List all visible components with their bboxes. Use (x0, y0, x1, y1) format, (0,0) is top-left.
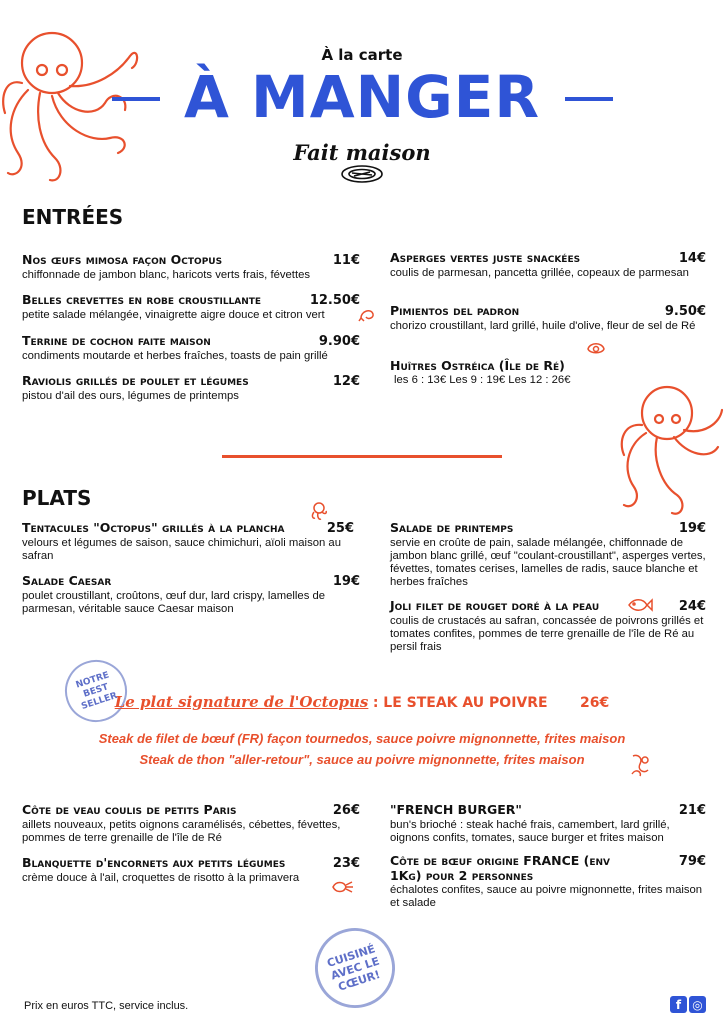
item-description: coulis de parmesan, pancetta grillée, copeaux de parmesan (390, 267, 689, 279)
item-description: poulet croustillant, croûtons, œuf dur, lard crispy, lamelles de parmesan, véritable sauce Caesar maison (22, 590, 326, 615)
seafood-icon (628, 752, 652, 778)
item-price: 25€ (326, 521, 354, 536)
item-name: Pimientos del padron (390, 303, 520, 318)
page-title: À MANGER (183, 63, 541, 131)
item-name: Raviolis grillés de poulet et légumes (22, 373, 249, 388)
header-line-right (565, 97, 613, 101)
item-description: échalotes confites, sauce au poivre mignonnette, frites maison et salade (390, 884, 703, 909)
item-price: 9.90€ (318, 334, 360, 349)
item-description: chorizo croustillant, lard grillé, huile d'olive, fleur de sel de Ré (390, 320, 696, 332)
item-description: servie en croûte de pain, salade mélangée, chiffonnade de jambon blanc grillé, œuf "coulant-croustillant", asperges vertes, févettes, tomates cerises, lamelles de radis, sauce blanche et herbes fraîches (390, 537, 706, 588)
item-name: Côte de veau coulis de petits Paris (22, 802, 237, 817)
item-description: petite salade mélangée, vinaigrette aigre douce et citron vert (22, 309, 325, 321)
menu-item (390, 520, 706, 589)
item-name: Tentacules "Octopus" grillés à la plancha (22, 520, 285, 535)
stamp-text: CUISINÉ AVEC LE CŒUR! (325, 941, 382, 994)
menu-item (390, 250, 706, 280)
instagram-icon[interactable]: ◎ (689, 996, 706, 1013)
item-description: velours et légumes de saison, sauce chimichuri, aïoli maison au safran (22, 537, 341, 562)
menu-item (390, 358, 706, 387)
item-price: 9.50€ (664, 304, 706, 319)
signature-price: 26€ (580, 695, 610, 711)
price-note: Prix en euros TTC, service inclus. (24, 1000, 189, 1012)
menu-item (22, 802, 360, 845)
section-title-entrees: ENTRÉES (22, 205, 124, 229)
item-price: 21€ (678, 803, 706, 818)
item-name: Blanquette d'encornets aux petits légumes (22, 855, 286, 870)
item-price: 19€ (678, 521, 706, 536)
item-description: chiffonnade de jambon blanc, haricots verts frais, févettes (22, 269, 311, 281)
item-price: 23€ (332, 856, 360, 871)
menu-item (390, 853, 706, 910)
item-description: crème douce à l'ail, croquettes de risotto à la primavera (22, 872, 300, 884)
menu-item (390, 303, 706, 333)
menu-item (22, 333, 360, 363)
menu-item (390, 802, 706, 845)
item-price: 24€ (678, 599, 706, 614)
signature-dish-heading (0, 693, 724, 712)
item-description: pistou d'ail des ours, légumes de printemps (22, 390, 239, 402)
item-price: 19€ (332, 574, 360, 589)
signature-line-1: Steak de filet de bœuf (FR) façon tournedos, sauce poivre mignonnette, frites maison (98, 731, 626, 746)
item-name: Belles crevettes en robe croustillante (22, 292, 262, 307)
item-price: 12€ (332, 374, 360, 389)
section-divider (222, 455, 502, 458)
header-kicker: À la carte (321, 46, 403, 64)
squid-icon (330, 878, 354, 896)
item-description: bun's brioché : steak haché frais, camembert, lard grillé, oignons confits, tomates, sauce burger et frites maison (390, 819, 670, 844)
item-price: 11€ (332, 253, 360, 268)
item-description: condiments moutarde et herbes fraîches, toasts de pain grillé (22, 350, 328, 362)
menu-item (22, 573, 360, 616)
oyster-icon (586, 340, 606, 356)
octopus-small-icon (308, 500, 330, 522)
signature-label: Le plat signature de l'Octopus (114, 693, 369, 711)
signature-line-2: Steak de thon "aller-retour", sauce au poivre mignonnette, frites maison (139, 752, 585, 767)
item-description: les 6 : 13€ Les 9 : 19€ Les 12 : 26€ (394, 374, 571, 386)
item-name: Salade de printemps (390, 520, 514, 535)
octopus-illustration-right (612, 375, 724, 525)
menu-item (22, 373, 360, 403)
section-title-plats: PLATS (22, 486, 92, 510)
item-name: Salade Caesar (22, 573, 112, 588)
item-name: Joli filet de rouget doré à la peau (390, 598, 600, 613)
item-price: 14€ (678, 251, 706, 266)
dish-icon (340, 163, 384, 185)
best-seller-stamp (57, 652, 135, 730)
signature-dish-name: : LE STEAK AU POIVRE (372, 695, 548, 711)
stamp-text: NOTRE BEST SELLER (74, 669, 119, 712)
item-price: 26€ (332, 803, 360, 818)
menu-item (390, 598, 706, 654)
cuisine-coeur-stamp (305, 918, 406, 1019)
item-name: Asperges vertes juste snackées (390, 250, 581, 265)
item-name: Huîtres Ostréica (Île de Ré) (390, 358, 565, 373)
item-name: "FRENCH BURGER" (390, 802, 522, 817)
item-name: Côte de bœuf origine FRANCE (env 1Kg) pour 2 personnes (390, 853, 611, 883)
item-description: coulis de crustacés au safran, concassée de poivrons grillés et tomates confites, pommes de terre grenaille de l'île de Ré au persil frais (390, 615, 704, 653)
item-description: aillets nouveaux, petits oignons caramélisés, cébettes, févettes, pommes de terre grenaille de l'île de Ré (22, 819, 341, 844)
menu-item (22, 292, 360, 322)
menu-item (22, 520, 354, 563)
menu-item (22, 252, 360, 282)
item-name: Terrine de cochon faite maison (22, 333, 211, 348)
header-subtitle: Fait maison (293, 140, 431, 165)
item-price: 79€ (678, 854, 706, 869)
item-price: 12.50€ (309, 293, 360, 308)
menu-item (22, 855, 360, 885)
item-name: Nos œufs mimosa façon Octopus (22, 252, 223, 267)
shrimp-icon (358, 306, 376, 322)
facebook-icon[interactable]: f (670, 996, 687, 1013)
